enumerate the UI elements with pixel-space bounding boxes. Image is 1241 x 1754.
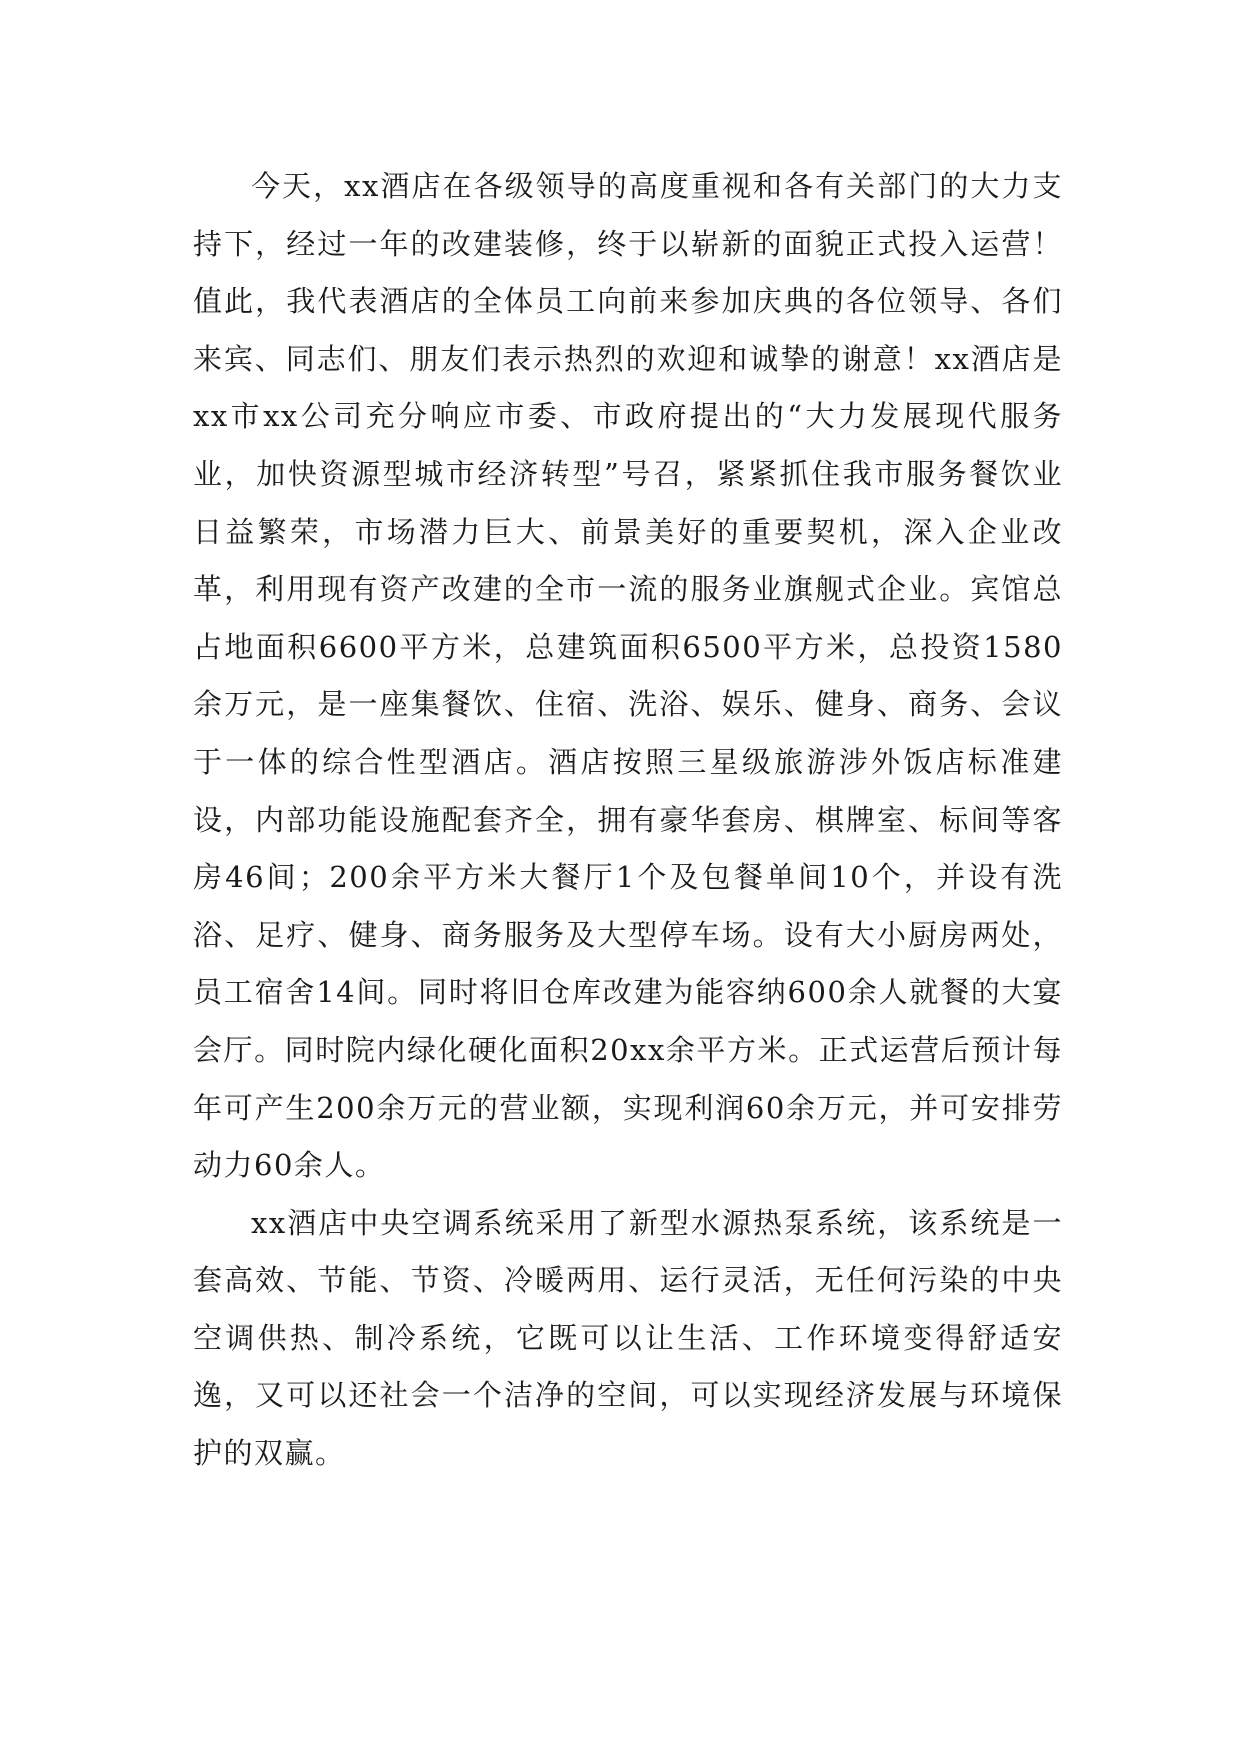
paragraph-air-conditioning: xx酒店中央空调系统采用了新型水源热泵系统，该系统是一套高效、节能、节资、冷暖两用、运行灵活，无任何污染的中央空调供热、制冷系统，它既可以让生活、工作环境变得舒适安逸，又可以还社会一个洁净的空间，可以实现经济发展与环境保护的双赢。 — [193, 1205, 1063, 1471]
paragraph-hotel-opening: 今天，xx酒店在各级领导的高度重视和各有关部门的大力支持下，经过一年的改建装修，终于以崭新的面貌正式投入运营！值此，我代表酒店的全体员工向前来参加庆典的各位领导、各们来宾、同志们、朋友们表示热烈的欢迎和诚挚的谢意！xx酒店是xx市xx公司充分响应市委、市政府提出的“大力发展现代服务业，加快资源型城市经济转型”号召，紧紧抓住我市服务餐饮业日益繁荣，市场潜力巨大、前景美好的重要契机，深入企业改革，利用现有资产改建的全市一流的服务业旗舰式企业。宾馆总占地面积6600平方米，总建筑面积6500平方米，总投资1580余万元，是一座集餐饮、住宿、洗浴、娱乐、健身、商务、会议于一体的综合性型酒店。酒店按照三星级旅游涉外饭店标准建设，内部功能设施配套齐全，拥有豪华套房、棋牌室、标间等客房46间；200余平方米大餐厅1个及包餐单间10个，并设有洗浴、足疗、健身、商务服务及大型停车场。设有大小厨房两处，员工宿舍14间。同时将旧仓库改建为能容纳600余人就餐的大宴会厅。同时院内绿化硬化面积20xx余平方米。正式运营后预计每年可产生200余万元的营业额，实现利润60余万元，并可安排劳动力60余人。 — [193, 169, 1063, 1183]
document-body — [193, 158, 1063, 1483]
